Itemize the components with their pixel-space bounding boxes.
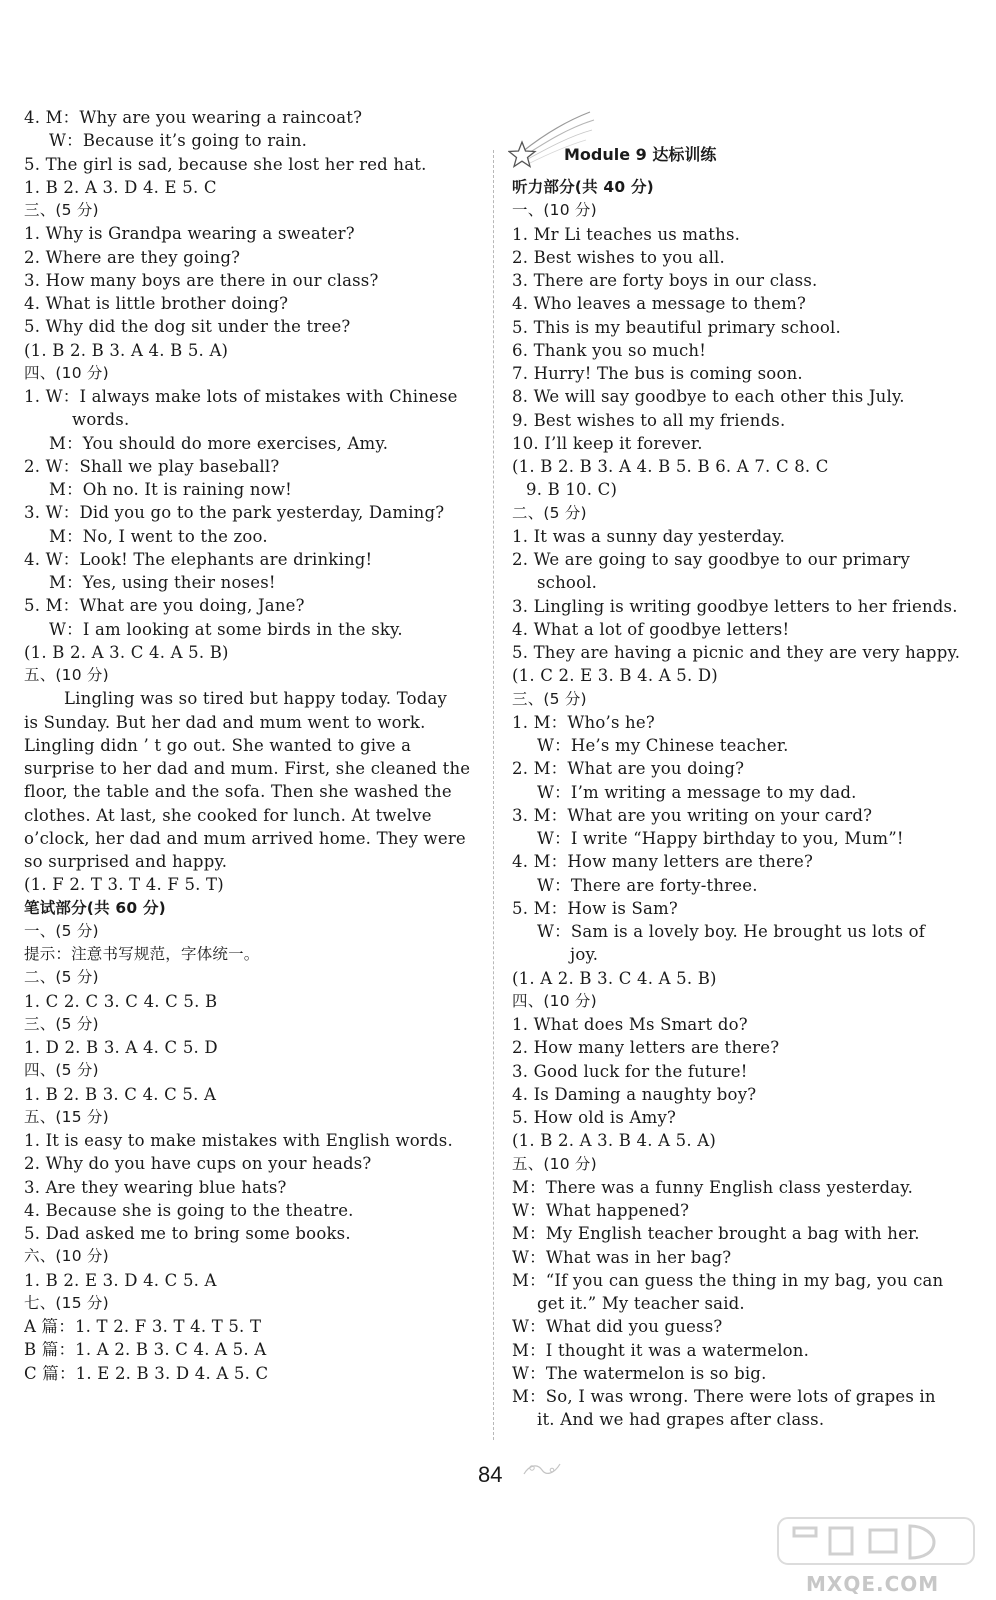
numbered-line: 2. M：What are you doing? <box>512 759 745 779</box>
section-heading: 二、(5 分) <box>512 503 587 522</box>
dialogue-line: M：No, I went to the zoo. <box>49 526 268 546</box>
section-heading: 五、(10 分) <box>24 666 109 684</box>
answer-line: 1. B 2. B 3. C 4. C 5. A <box>24 1084 217 1104</box>
numbered-line: 4. M：How many letters are there? <box>512 852 814 872</box>
numbered-line: 2. Where are they going? <box>24 247 241 267</box>
answer-line: C 篇：1. E 2. B 3. D 4. A 5. C <box>24 1363 269 1383</box>
numbered-line: 4. Who leaves a message to them? <box>512 294 806 314</box>
numbered-line: 6. Thank you so much! <box>512 340 707 360</box>
answer-line: A 篇：1. T 2. F 3. T 4. T 5. T <box>24 1317 262 1336</box>
watermark-text: MXQE.COM <box>806 1572 940 1596</box>
numbered-line: 2. We are going to say goodbye to our primary <box>512 550 911 569</box>
numbered-line: 5. Dad asked me to bring some books. <box>24 1224 351 1243</box>
left-column <box>24 106 480 1385</box>
dialogue-line: W：He’s my Chinese teacher. <box>537 736 789 755</box>
section-heading: 七、(15 分) <box>24 1293 109 1312</box>
continuation-line: school. <box>537 573 598 593</box>
column-divider <box>493 150 494 1440</box>
numbered-line: M：I thought it was a watermelon. <box>512 1340 810 1360</box>
numbered-line: 3. How many boys are there in our class? <box>24 270 379 290</box>
module-heading <box>512 122 964 174</box>
continuation-line: get it.” My teacher said. <box>537 1294 745 1313</box>
page-number: 84 <box>478 1462 503 1487</box>
passage-line: floor, the table and the sofa. Then she washed the <box>24 782 452 802</box>
section-heading: 四、(10 分) <box>24 363 109 382</box>
passage-line: is Sunday. But her dad and mum went to work. <box>24 712 426 732</box>
dialogue-line: W：I write “Happy birthday to you, Mum”! <box>537 829 904 848</box>
module-title: Module 9 达标训练 <box>564 145 717 164</box>
dialogue-line: M：Oh no. It is raining now! <box>49 480 292 499</box>
numbered-line: 2. How many letters are there? <box>512 1038 780 1058</box>
section-heading: 四、(5 分) <box>24 1061 99 1080</box>
part-heading: 听力部分(共 40 分) <box>512 178 654 196</box>
answer-line: 1. B 2. A 3. D 4. E 5. C <box>24 177 217 197</box>
answer-line: 1. D 2. B 3. A 4. C 5. D <box>24 1038 218 1057</box>
numbered-line: 5. M：What are you doing, Jane? <box>24 596 305 616</box>
numbered-line: 1. M：Who’s he? <box>512 712 655 732</box>
numbered-line: 4. W：Look! The elephants are drinking! <box>24 549 373 569</box>
numbered-line: 1. It is easy to make mistakes with English words. <box>24 1131 453 1150</box>
section-heading: 提示：注意书写规范，字体统一。 <box>24 945 260 963</box>
numbered-line: 4. Because she is going to the theatre. <box>24 1200 354 1220</box>
section-heading: 三、(5 分) <box>512 689 587 708</box>
dialogue-line: W：I’m writing a message to my dad. <box>537 782 857 802</box>
numbered-line: 3. M：What are you writing on your card? <box>512 805 873 825</box>
numbered-line: 5. This is my beautiful primary school. <box>512 317 841 337</box>
continuation-line: joy. <box>570 945 599 965</box>
numbered-line: 1. What does Ms Smart do? <box>512 1015 748 1034</box>
numbered-line: W：What did you guess? <box>512 1317 723 1337</box>
answer-line: (1. B 2. B 3. A 4. B 5. A) <box>24 340 229 360</box>
answer-line: (1. B 2. B 3. A 4. B 5. B 6. A 7. C 8. C <box>512 457 829 476</box>
continuation-line: it. And we had grapes after class. <box>537 1410 825 1430</box>
dialogue-line: M：Yes, using their noses! <box>49 573 276 592</box>
section-heading: 五、(10 分) <box>512 1154 597 1173</box>
numbered-line: 3. Are they wearing blue hats? <box>24 1177 287 1197</box>
watermark-logo <box>770 1500 990 1574</box>
numbered-line: 3. Lingling is writing goodbye letters to her friends. <box>512 596 958 616</box>
numbered-line: M：My English teacher brought a bag with her. <box>512 1224 920 1244</box>
dialogue-line: M：You should do more exercises, Amy. <box>49 433 389 453</box>
passage-line: Lingling was so tired but happy today. Today <box>64 689 448 709</box>
numbered-line: 4. What is little brother doing? <box>24 294 289 313</box>
dialogue-line: W：Sam is a lovely boy. He brought us lots of <box>537 922 926 941</box>
numbered-line: M：There was a funny English class yesterday. <box>512 1177 914 1197</box>
passage-line: surprise to her dad and mum. First, she cleaned the <box>24 759 471 778</box>
numbered-line: 9. Best wishes to all my friends. <box>512 410 786 430</box>
answer-line: 1. C 2. C 3. C 4. C 5. B <box>24 991 218 1011</box>
passage-line: so surprised and happy. <box>24 852 228 871</box>
numbered-line: 1. Why is Grandpa wearing a sweater? <box>24 224 355 244</box>
numbered-line: 3. Good luck for the future! <box>512 1061 748 1081</box>
numbered-line: W：What was in her bag? <box>512 1247 732 1267</box>
dialogue-line: W：There are forty-three. <box>537 875 758 895</box>
numbered-line: 2. W：Shall we play baseball? <box>24 456 280 476</box>
numbered-line: 1. It was a sunny day yesterday. <box>512 526 786 546</box>
numbered-line: 5. They are having a picnic and they are very happy. <box>512 643 961 662</box>
answer-line: 1. B 2. E 3. D 4. C 5. A <box>24 1270 217 1290</box>
right-column-lines <box>512 176 964 1432</box>
numbered-line: 2. Why do you have cups on your heads? <box>24 1154 372 1174</box>
right-column <box>512 122 964 1432</box>
numbered-line: 2. Best wishes to you all. <box>512 247 725 267</box>
numbered-line: 7. Hurry! The bus is coming soon. <box>512 364 803 383</box>
numbered-line: 5. How old is Amy? <box>512 1108 677 1127</box>
answer-line: B 篇：1. A 2. B 3. C 4. A 5. A <box>24 1340 267 1360</box>
section-heading: 三、(5 分) <box>24 1014 99 1033</box>
numbered-line: 10. I’ll keep it forever. <box>512 433 703 453</box>
answer-line: (1. A 2. B 3. C 4. A 5. B) <box>512 968 717 988</box>
passage-line: clothes. At last, she cooked for lunch. At twelve <box>24 805 432 825</box>
dialogue-line: W：I am looking at some birds in the sky. <box>49 619 403 639</box>
section-heading: 四、(10 分) <box>512 991 597 1010</box>
answer-line: (1. F 2. T 3. T 4. F 5. T) <box>24 875 224 895</box>
numbered-line: 4. Is Daming a naughty boy? <box>512 1084 757 1104</box>
numbered-line: 8. We will say goodbye to each other this July. <box>512 387 905 407</box>
passage-line: Lingling didn ’ t go out. She wanted to give a <box>24 735 412 755</box>
answer-line: 9. B 10. C) <box>526 480 618 500</box>
section-heading: 一、(10 分) <box>512 201 597 220</box>
section-heading: 六、(10 分) <box>24 1247 109 1266</box>
numbered-line: 3. W：Did you go to the park yesterday, Daming? <box>24 503 445 523</box>
answer-line: (1. B 2. A 3. C 4. A 5. B) <box>24 642 229 662</box>
numbered-line: M：“If you can guess the thing in my bag, you can <box>512 1270 944 1290</box>
numbered-line: 3. There are forty boys in our class. <box>512 271 818 290</box>
numbered-line: W：What happened? <box>512 1201 690 1220</box>
dialogue-line: W：Because it’s going to rain. <box>49 131 308 151</box>
continuation-line: words. <box>72 410 130 430</box>
section-heading: 一、(5 分) <box>24 921 99 940</box>
section-heading: 三、(5 分) <box>24 201 99 219</box>
numbered-line: 5. M：How is Sam? <box>512 898 678 918</box>
numbered-line: 1. W：I always make lots of mistakes with Chinese <box>24 387 458 406</box>
floral-ornament-icon <box>520 1458 566 1480</box>
numbered-line: 1. Mr Li teaches us maths. <box>512 224 741 244</box>
numbered-line: 5. Why did the dog sit under the tree? <box>24 317 351 337</box>
section-heading: 五、(15 分) <box>24 1107 109 1126</box>
numbered-line: 5. The girl is sad, because she lost her red hat. <box>24 154 427 174</box>
part-heading: 笔试部分(共 60 分) <box>24 898 166 917</box>
answer-line: (1. C 2. E 3. B 4. A 5. D) <box>512 666 718 686</box>
numbered-line: W：The watermelon is so big. <box>512 1363 767 1383</box>
numbered-line: M：So, I was wrong. There were lots of grapes in <box>512 1387 936 1406</box>
passage-line: o’clock, her dad and mum arrived home. They were <box>24 828 466 848</box>
numbered-line: 4. What a lot of goodbye letters! <box>512 619 790 639</box>
section-heading: 二、(5 分) <box>24 968 99 987</box>
answer-line: (1. B 2. A 3. B 4. A 5. A) <box>512 1131 716 1151</box>
numbered-line: 4. M：Why are you wearing a raincoat? <box>24 108 363 127</box>
